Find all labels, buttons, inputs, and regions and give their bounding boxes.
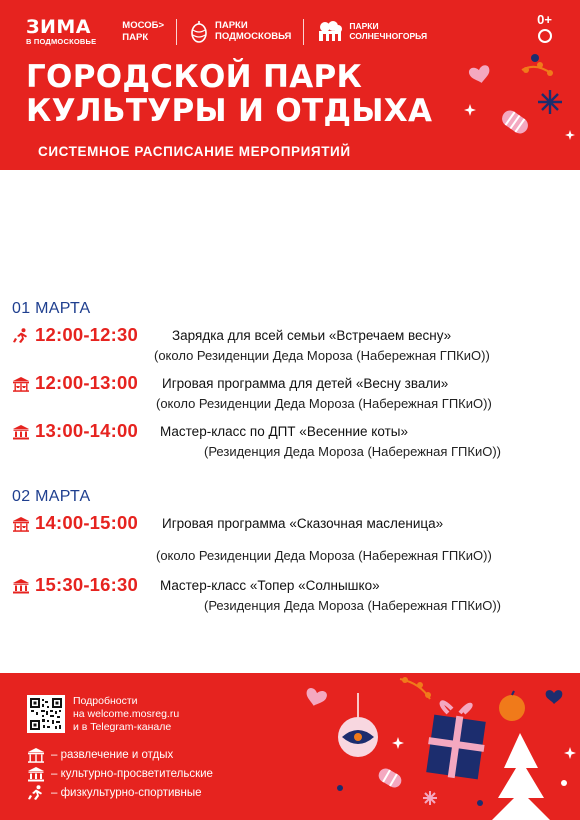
winter-decoration-icon [440,40,580,170]
event-row [12,324,572,348]
legend-entertainment [27,747,173,763]
footer-banner [0,673,580,820]
event-name: Игровая программа для детей «Весну звали» [162,376,449,391]
zima-logo-subtitle: В ПОДМОСКОВЬЕ [26,37,97,46]
info-line: Подробности [73,695,138,707]
mosobpark-logo-line2: ПАРК [122,31,149,43]
event-name: Мастер-класс по ДПТ «Весенние коты» [160,424,408,439]
event-location: (около Резиденции Деда Мороза (Набережная ГПКиО)) [156,548,492,563]
page-title [26,60,432,128]
legend-label: – развлечение и отдых [51,749,174,761]
parks-solnechnogorya-logo [316,21,427,43]
qr-code-icon [30,698,62,730]
info-line: и в Telegram-канале [73,721,172,733]
museum-icon [12,578,30,594]
event-time: 13:00-14:00 [35,420,138,441]
day-date: 01 МАРТА [12,300,91,317]
day-block [12,300,572,464]
event-row [12,372,572,396]
event-location: (Резиденция Деда Мороза (Набережная ГПКиО)) [204,444,501,459]
legend-label: – культурно-просветительские [51,768,213,780]
event-row [12,420,572,444]
event-location-row [12,598,572,618]
solne-logo-line2: СОЛНЕЧНОГОРЬЯ [349,30,428,41]
museum-icon [12,424,30,440]
event-name: Зарядка для всей семьи «Встречаем весну» [172,328,452,343]
event-name: Игровая программа «Сказочная масленица» [162,516,444,531]
carousel-icon [12,376,30,392]
event-location: (около Резиденции Деда Мороза (Набережная ГПКиО)) [156,396,492,411]
solne-logo-line1: ПАРКИ [349,20,379,31]
event-name: Мастер-класс «Топер «Солнышко» [160,578,380,593]
event-time: 12:00-13:00 [35,372,138,393]
event-location-row [12,348,572,368]
legend-label: – физкультурно-спортивные [51,787,202,799]
age-rating-badge [537,12,552,43]
day-date: 02 МАРТА [12,488,91,505]
park-gate-icon [316,21,344,43]
zima-logo [26,18,96,46]
pine-cone-icon [189,20,209,44]
event-location-row [12,444,572,464]
event-location-row [12,396,572,416]
parks-logo-line2: ПОДМОСКОВЬЯ [215,30,292,42]
zima-logo-title: ЗИМА [26,16,92,38]
page-title-line1: ГОРОДСКОЙ ПАРК [26,59,363,95]
event-row [12,512,572,536]
mosobpark-logo-line1: МОСОБ> [122,20,164,32]
info-link[interactable]: на welcome.mosreg.ru [73,708,180,720]
parks-logo-line1: ПАРКИ [215,19,248,31]
museum-icon [27,766,45,782]
carousel-icon [27,747,45,763]
event-location: (около Резиденции Деда Мороза (Набережная ГПКиО)) [154,348,490,363]
logo-row [26,18,427,46]
event-time: 12:00-12:30 [35,324,138,345]
legend-sport [27,785,202,801]
runner-icon [12,328,30,344]
page-title-line2: КУЛЬТУРЫ И ОТДЫХА [26,93,433,129]
runner-icon [27,785,45,801]
day-block [12,488,572,618]
mosobpark-logo [122,20,164,43]
info-text [73,695,179,734]
qr-code[interactable] [27,695,65,733]
page-subtitle: СИСТЕМНОЕ РАСПИСАНИЕ МЕРОПРИЯТИЙ [38,144,351,159]
carousel-icon [12,516,30,532]
event-location: (Резиденция Деда Мороза (Набережная ГПКиО)) [204,598,501,613]
event-time: 15:30-16:30 [35,574,138,595]
age-rating-text: 0+ [537,12,552,27]
header-banner [0,0,580,170]
logo-divider [303,19,304,45]
event-time: 14:00-15:00 [35,512,138,533]
legend-culture [27,766,213,782]
event-row [12,574,572,598]
parks-podmoskovya-logo [189,20,291,44]
logo-divider [176,19,177,45]
event-location-row [12,536,572,570]
christmas-decoration-icon [280,673,580,820]
